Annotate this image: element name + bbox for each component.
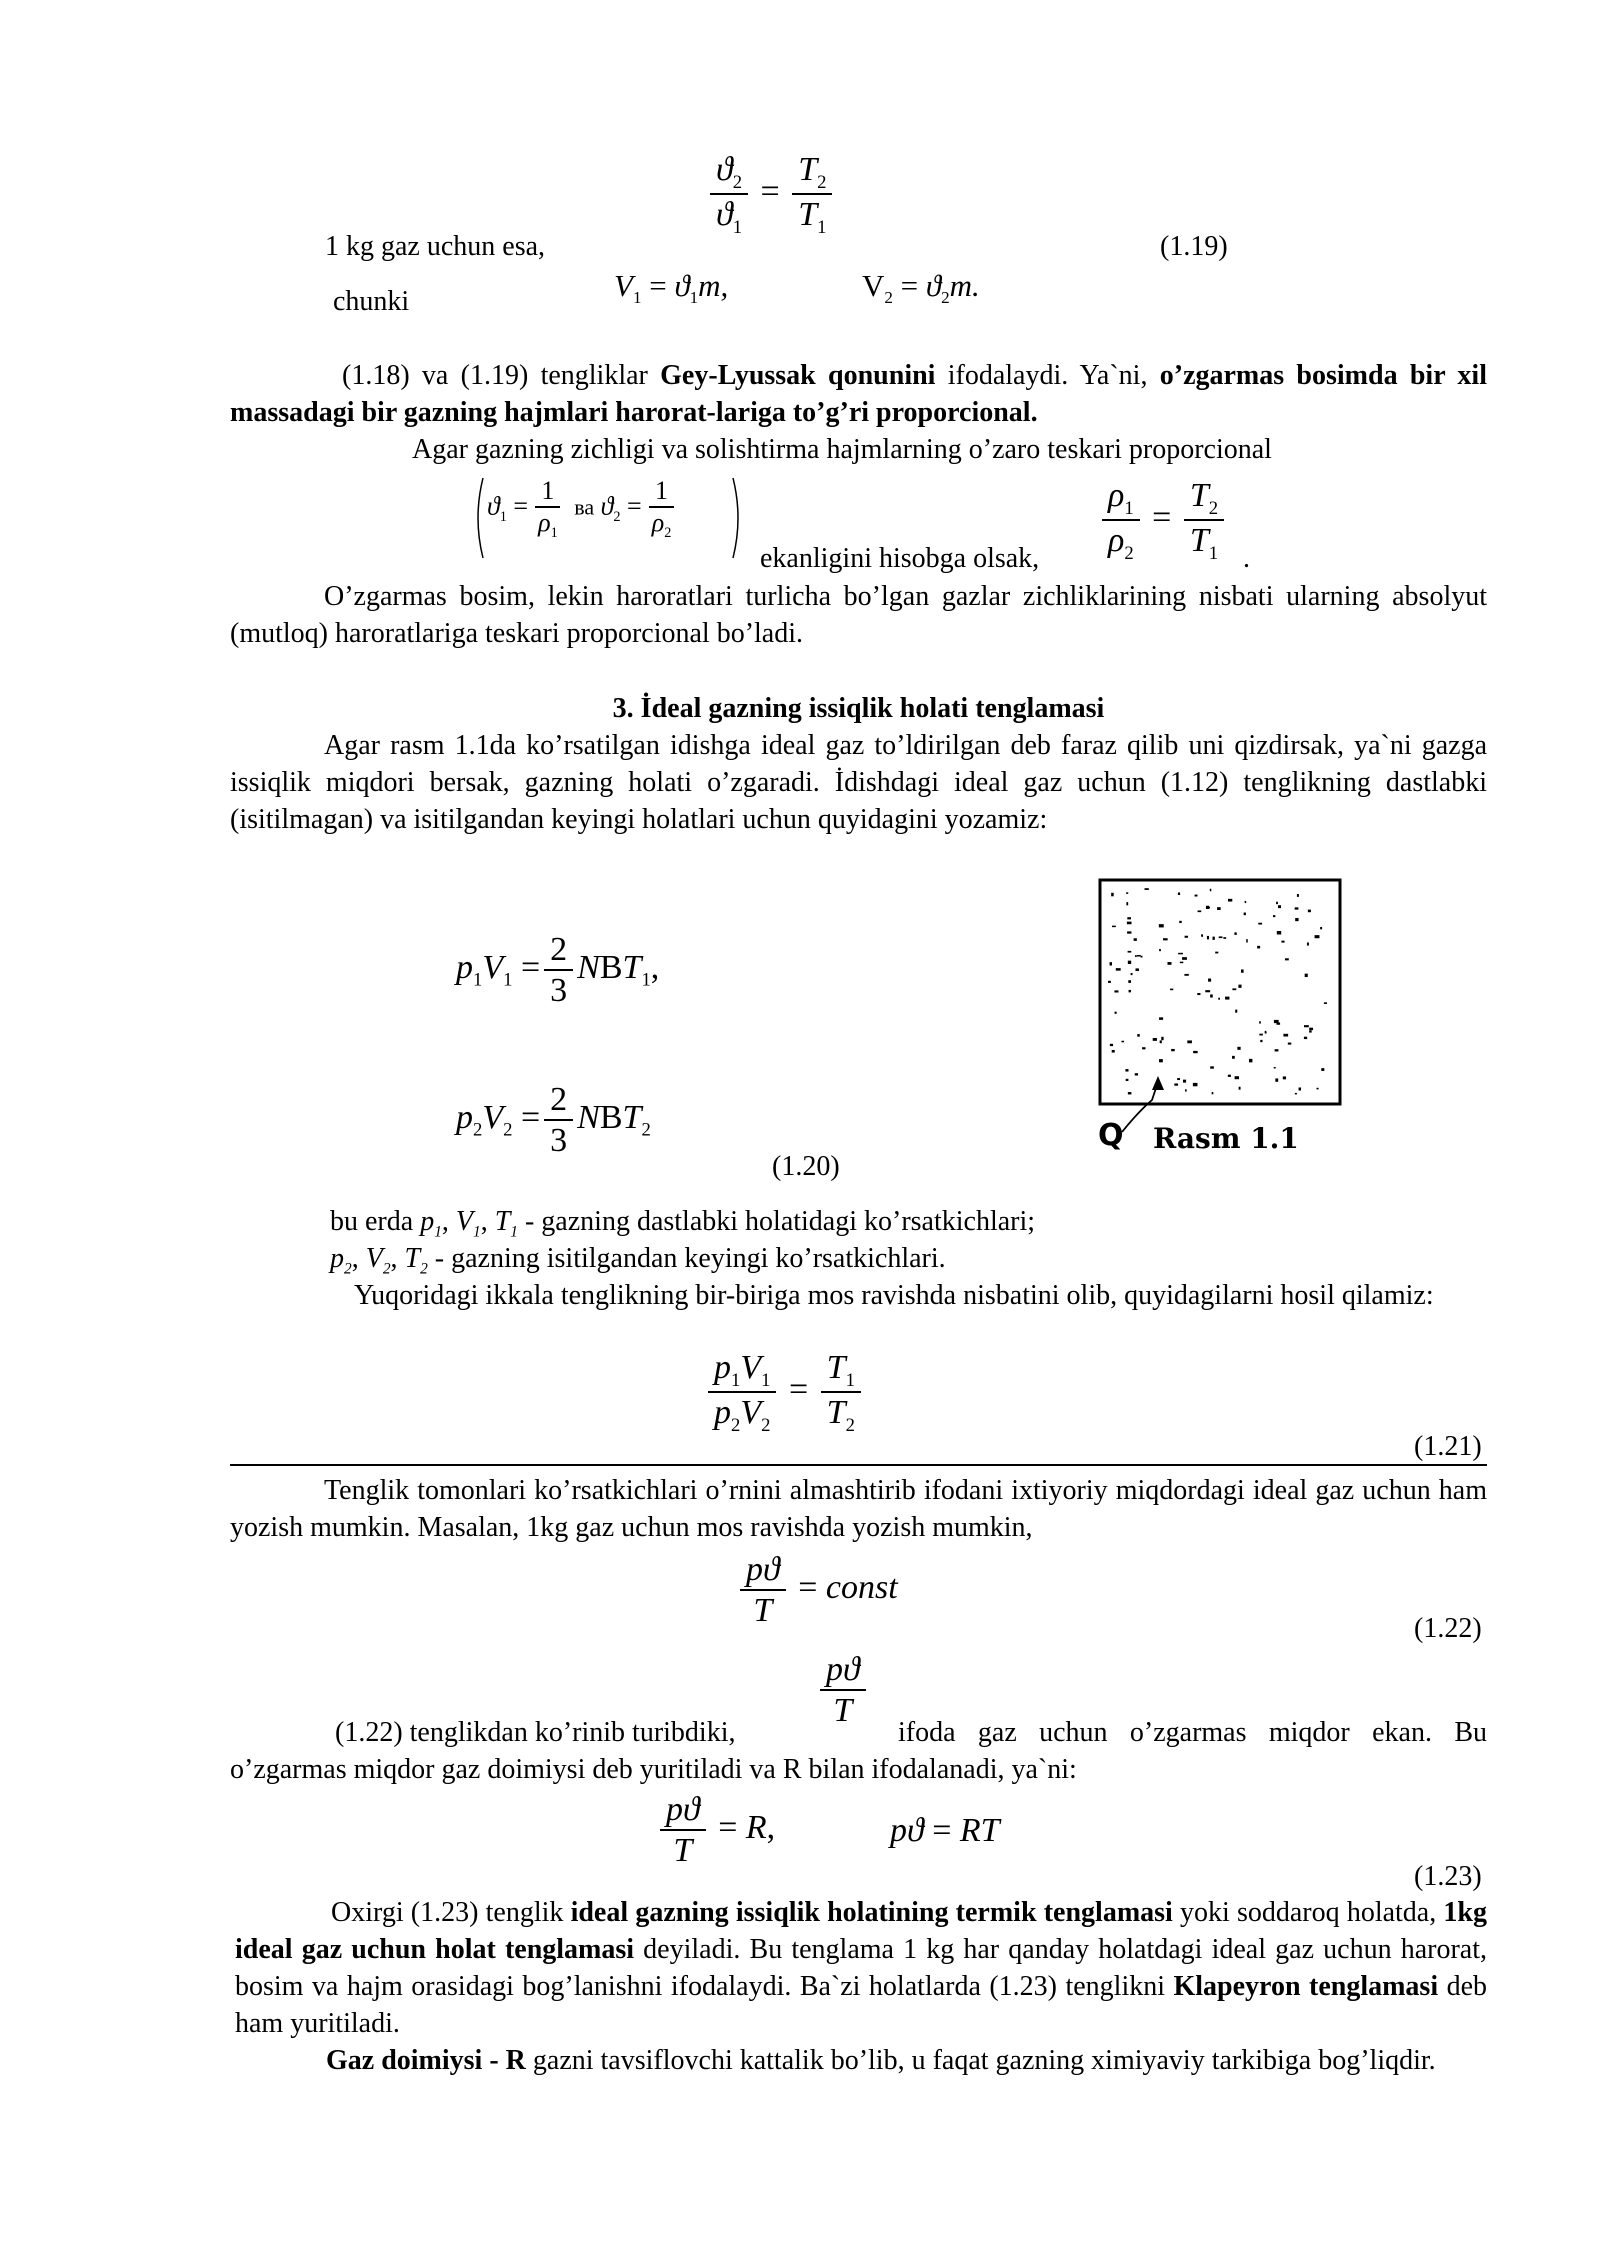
gas-molecule	[1187, 1040, 1192, 1043]
gas-molecule	[1259, 1034, 1263, 1036]
gas-molecule	[1111, 893, 1114, 896]
gas-molecule	[1193, 1083, 1198, 1086]
density-tail-text: ekanligini hisobga olsak,	[760, 543, 1040, 574]
gas-molecule	[1234, 932, 1236, 935]
gas-molecule	[1304, 1037, 1307, 1039]
period-mark: .	[1243, 543, 1250, 574]
gas-molecule	[1212, 937, 1214, 940]
gas-molecule	[1159, 1017, 1163, 1019]
gas-molecule	[1315, 935, 1320, 938]
gas-molecule	[1316, 1088, 1318, 1090]
gas-molecule	[1128, 961, 1131, 964]
gas-molecule	[1246, 939, 1248, 942]
gas-molecule	[1108, 981, 1111, 983]
gas-molecule	[1210, 889, 1212, 891]
gas-molecule	[1129, 990, 1131, 992]
equation-ratio-states: $\frac{p_1V_1}{p_2V_2}$ = $\frac{T_1}{T_2}$	[704, 1348, 865, 1437]
gas-molecule	[1137, 1034, 1139, 1037]
gas-molecule	[1239, 1087, 1241, 1090]
gas-molecule	[1153, 1038, 1157, 1041]
eq-prefix-text: 1 kg gaz uchun esa,	[325, 231, 546, 262]
section-heading: 3. İdeal gazning issiqlik holati tenglamasi	[612, 693, 1105, 724]
gas-molecule	[1309, 1028, 1313, 1030]
gas-molecule	[1225, 997, 1229, 1000]
gas-molecule	[1283, 1034, 1288, 1037]
paragraph-gas-constant-definition: Gaz doimiysi - R gazni tavsiflovchi kattalik bo’lib, u faqat gazning ximiyaviy tarkibiga bog’liqdir.	[326, 2045, 1436, 2076]
equation-inline-pv-over-t: $\frac{pϑ}{T}$	[816, 1650, 870, 1730]
gas-molecule	[1127, 931, 1131, 933]
gas-molecule	[1136, 968, 1139, 971]
gas-molecule	[1295, 918, 1298, 921]
gas-molecule	[1320, 927, 1322, 929]
gas-molecule	[1232, 988, 1236, 990]
gas-molecule	[1288, 1043, 1291, 1045]
gas-molecule	[1115, 1012, 1117, 1014]
gas-molecule	[1110, 1044, 1113, 1046]
gas-molecule	[1126, 892, 1128, 894]
gas-molecule	[1277, 931, 1281, 934]
gas-molecule	[1170, 989, 1173, 991]
gas-molecule	[1141, 956, 1143, 958]
gas-molecule	[1274, 1067, 1276, 1069]
gas-molecule	[1228, 1075, 1231, 1077]
figure-q-label: Q	[1098, 1118, 1124, 1153]
gas-molecule	[1121, 1041, 1124, 1043]
gas-molecule	[1283, 1076, 1286, 1079]
equation-ratio-volume: $\frac{ϑ_2}{ϑ_1}$ = $\frac{T_2}{T_1}$	[706, 150, 836, 239]
gas-molecule	[1295, 907, 1299, 909]
gas-molecule	[1167, 962, 1171, 965]
gas-molecule	[1206, 906, 1209, 909]
gas-molecule	[1223, 937, 1226, 939]
gas-molecule	[1304, 1025, 1309, 1027]
gas-molecule	[1171, 1049, 1175, 1051]
gas-molecule	[1258, 923, 1262, 925]
gas-molecule	[1128, 951, 1132, 953]
gas-molecule	[1197, 993, 1200, 995]
gas-molecule	[1127, 917, 1131, 919]
gas-molecule	[1273, 915, 1275, 917]
equation-number-1-20: (1.20)	[772, 1151, 840, 1182]
gas-molecule	[1110, 962, 1112, 965]
paragraph-ideal-gas-heating: Agar rasm 1.1da ko’rsatilgan idishga ideal gaz to’ldirilgan deb faraz qilib uni qizdirsak, ya`ni gazga issiqlik miqdori bersak, gazning holati o’zgaradi. İdishdagi ideal gaz uchun (1.12) tenglikning dastlabki (isitilmagan) va isitilgandan keyingi holatlari uchun quyidagini yozamiz:	[230, 730, 1487, 835]
gas-molecule	[1114, 990, 1118, 992]
gas-molecule	[1228, 899, 1232, 902]
gas-molecule	[1305, 974, 1308, 977]
paragraph-density-line: Agar gazning zichligi va solishtirma hajmlarning o’zaro teskari proporcional	[412, 434, 1272, 465]
gas-molecule	[1212, 1092, 1214, 1094]
gas-molecule	[1210, 994, 1213, 997]
explanation-line-2: $p_2$, $V_2$, $T_2$ - gazning isitilgandan keyingi ko’rsatkichlari.	[330, 1243, 946, 1278]
gas-molecule	[1198, 910, 1202, 912]
gas-molecule	[1260, 1040, 1262, 1042]
gas-molecule	[1201, 934, 1203, 936]
gas-molecule	[1159, 949, 1161, 951]
paragraph-gay-lussac: (1.18) va (1.19) tengliklar Gey-Lyussak qonunini ifodalaydi. Ya`ni, o’zgarmas bosimda bir xil massadagi bir gazning hajmlari harorat-lariga to’g’ri proporcional.	[230, 360, 1487, 428]
gas-molecule	[1207, 936, 1209, 939]
gas-molecule	[1238, 985, 1241, 988]
gas-molecule	[1307, 942, 1309, 945]
gas-molecule	[1295, 1093, 1297, 1095]
gas-molecule	[1128, 980, 1131, 983]
equation-v2: $V_2 = ϑ_2m$.	[862, 268, 980, 308]
gas-molecule	[1131, 973, 1133, 975]
equation-const: $\frac{pϑ}{T}$ = const	[736, 1550, 898, 1630]
gas-molecule	[1309, 1030, 1312, 1032]
equation-specific-volume-density: $ϑ_1$ = $\frac{1}{\rho_1}$ ва $ϑ_2$ = $\frac{1}{\rho_2}$	[473, 472, 743, 564]
gas-molecule	[1178, 892, 1180, 895]
gas-molecule	[1257, 946, 1260, 949]
explanation-line-3: Yuqoridagi ikkala tenglikning bir-biriga mos ravishda nisbatini olib, quyidagilarni hosil qilamiz:	[354, 1280, 1434, 1311]
gas-molecule	[1134, 938, 1137, 941]
gas-molecule	[1208, 978, 1211, 981]
gas-molecule	[1218, 998, 1220, 1000]
gas-molecule	[1217, 907, 1221, 910]
gas-molecule	[1210, 1066, 1214, 1068]
gas-molecule	[1116, 968, 1121, 971]
gas-molecule	[1324, 1002, 1327, 1004]
gas-molecule	[1235, 1076, 1239, 1079]
gas-molecule	[1160, 1040, 1162, 1043]
paragraph-density-conclusion: O’zgarmas bosim, lekin haroratlari turlicha bo’lgan gazlar zichliklarining nisbati ularning absolyut (mutloq) haroratlariga teskari proporcional bo’ladi.	[230, 581, 1487, 649]
gas-molecule	[1245, 901, 1247, 903]
equation-gas-constant-r: $\frac{pϑ}{T}$ = R,	[656, 1790, 775, 1870]
gas-molecule	[1308, 910, 1311, 913]
paragraph-thermal-equation: Oxirgi (1.23) tenglik ideal gazning issiqlik holatining termik tenglamasi yoki soddaroq holatda, 1kg ideal gaz uchun holat tenglamasi deyiladi. Bu tenglama 1 kg har qanday holatdagi ideal gaz uchun harorat, bosim va hajm orasidagi bog’lanishni ifodalaydi. Ba`zi holatlarda (1.23) tenglikni Klapeyron tenglamasi deb ham yuritiladi.	[235, 1897, 1487, 2039]
gas-molecule	[1249, 1059, 1252, 1062]
gas-molecule	[1321, 1068, 1324, 1071]
gas-molecule	[1137, 955, 1141, 957]
equation-number-1-19: (1.19)	[1160, 231, 1228, 262]
paragraph-arbitrary-amount: Tenglik tomonlari ko’rsatkichlari o’rnini almashtirib ifodani ixtiyoriy miqdordagi ideal gaz uchun ham yozish mumkin. Masalan, 1kg gaz uchun mos ravishda yozish mumkin,	[230, 1475, 1487, 1543]
gas-molecule	[1112, 926, 1116, 928]
gas-molecule	[1184, 974, 1188, 976]
gas-molecule	[1232, 1056, 1235, 1059]
equation-density-ratio: $\frac{\rho_1}{\rho_2}$ = $\frac{T_2}{T_1}$	[1098, 476, 1228, 565]
gas-molecule	[1185, 936, 1188, 938]
gas-molecule	[1219, 936, 1223, 938]
gas-molecule	[1178, 953, 1183, 955]
paragraph-gas-constant-a: (1.22) tenglikdan ko’rinib turibdiki,	[335, 1717, 736, 1748]
gas-molecule	[1145, 888, 1149, 890]
equation-clapeyron: pϑ = RT	[890, 1812, 1000, 1849]
gas-molecule	[1112, 1050, 1115, 1053]
gas-molecule	[1163, 938, 1168, 940]
va-text: ва	[574, 494, 595, 520]
gas-molecule	[1215, 952, 1218, 954]
gas-molecule	[1180, 962, 1183, 964]
gas-molecule	[1285, 958, 1289, 960]
gas-molecule	[1126, 902, 1128, 905]
gas-molecule	[1299, 1087, 1301, 1090]
divider-rule	[230, 1464, 1487, 1466]
figure-caption: Rasm 1.1	[1153, 1122, 1299, 1155]
gas-molecule	[1193, 1051, 1198, 1053]
gas-molecule	[1182, 957, 1187, 960]
equation-number-1-21: (1.21)	[1414, 1431, 1482, 1462]
equation-state-2: $p_2V_2$ = $\frac{2}{3}$ $NBT_2$	[456, 1081, 651, 1160]
explanation-line-1: bu erda $p_1$, $V_1$, $T_1$ - gazning dastlabki holatidagi ko’rsatkichlari;	[330, 1206, 1036, 1241]
gas-molecule	[1159, 924, 1164, 927]
gas-molecule	[1275, 1078, 1278, 1081]
gas-molecule	[1265, 1031, 1267, 1034]
gas-molecule	[1205, 990, 1210, 992]
gas-molecule	[1244, 913, 1246, 916]
gas-molecule	[1278, 905, 1281, 908]
equation-state-1: $p_1V_1$ = $\frac{2}{3}$ $NBT_1$,	[456, 931, 660, 1010]
gas-molecule	[1179, 921, 1181, 923]
gas-molecule	[1259, 1021, 1261, 1023]
gas-molecule	[1142, 1047, 1145, 1049]
gas-molecule	[1135, 955, 1137, 957]
gas-molecule	[1161, 1037, 1163, 1040]
equation-v1: $V_1 = ϑ_1m$,	[614, 268, 729, 308]
gas-molecule	[1195, 895, 1198, 897]
paragraph-gas-constant-b: ifoda gaz uchun o’zgarmas miqdor ekan. Bu o’zgarmas miqdor gaz doimiysi deb yuritiladi va R bilan ifodalanadi, ya`ni:	[230, 1717, 1487, 1785]
equation-number-1-23: (1.23)	[1414, 1861, 1482, 1892]
gas-molecule	[1276, 902, 1278, 904]
gas-molecule	[1127, 922, 1132, 925]
gas-molecule	[1274, 1020, 1279, 1023]
gas-molecule	[1237, 1047, 1240, 1050]
chunki-text: chunki	[333, 286, 410, 317]
gas-molecule	[1275, 1049, 1279, 1051]
gas-molecule	[1235, 1010, 1237, 1013]
gas-molecule	[1241, 969, 1244, 972]
gas-molecule	[1281, 941, 1284, 943]
equation-number-1-22: (1.22)	[1414, 1613, 1482, 1644]
gas-molecule	[1297, 894, 1299, 897]
